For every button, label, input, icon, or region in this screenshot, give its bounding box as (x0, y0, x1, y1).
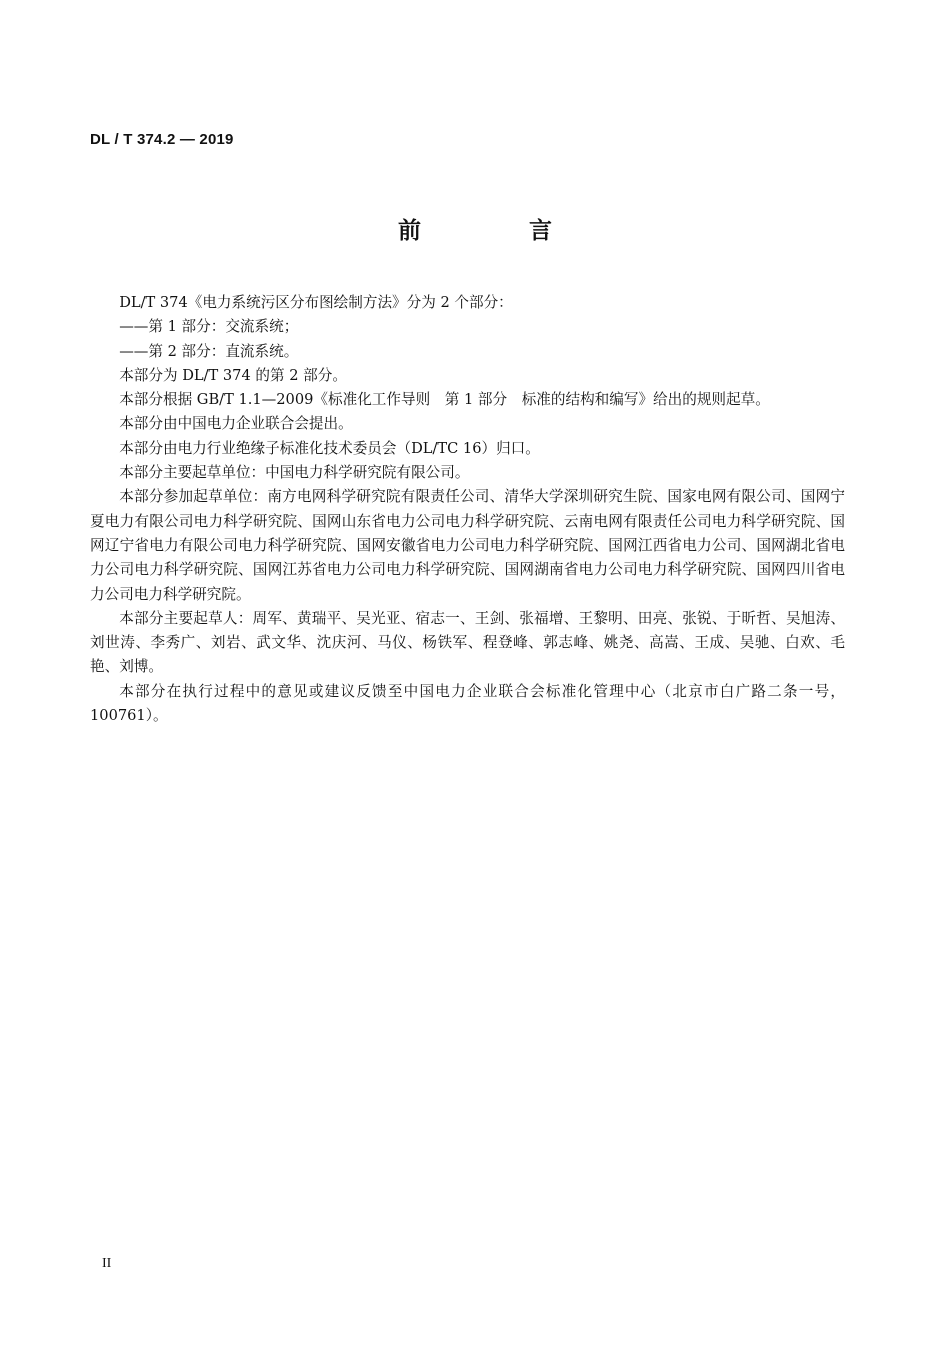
paragraph-committee: 本部分由电力行业绝缘子标准化技术委员会（DL/TC 16）归口。 (119, 439, 540, 457)
page-title: 前 言 (397, 218, 602, 244)
foreword-body (90, 291, 845, 728)
paragraph-main-drafters: 本部分主要起草人：周军、黄瑞平、吴光亚、宿志一、王剑、张福增、王黎明、田亮、张锐、于昕哲、吴旭涛、刘世涛、李秀广、刘岩、武文华、沈庆河、马仪、杨铁军、程登峰、郭志峰、姚尧、高嵩、王成、吴驰、白欢、毛艳、刘博。 (90, 609, 845, 676)
paragraph-main-drafter-unit: 本部分主要起草单位：中国电力科学研究院有限公司。 (119, 464, 470, 482)
paragraph-part-statement: 本部分为 DL/T 374 的第 2 部分。 (119, 366, 347, 384)
standard-code (90, 131, 234, 148)
paragraph-participating-units: 本部分参加起草单位：南方电网科学研究院有限责任公司、清华大学深圳研究生院、国家电网有限公司、国网宁夏电力有限公司电力科学研究院、国网山东省电力公司电力科学研究院、云南电网有限责任公司电力科学研究院、国网辽宁省电力有限公司电力科学研究院、国网安徽省电力公司电力科学研究院、国网江西省电力公司、国网湖北省电力公司电力科学研究院、国网江苏省电力公司电力科学研究院、国网湖南省电力公司电力科学研究院、国网四川省电力公司电力科学研究院。 (90, 488, 845, 603)
paragraph-feedback: 本部分在执行过程中的意见或建议反馈至中国电力企业联合会标准化管理中心（北京市白广路二条一号，100761）。 (90, 682, 845, 725)
list-item-part-1: ——第 1 部分：交流系统； (119, 318, 299, 336)
paragraph-intro: DL/T 374《电力系统污区分布图绘制方法》分为 2 个部分： (119, 294, 513, 311)
paragraph-drafting-rules: 本部分根据 GB/T 1.1—2009《标准化工作导则 第 1 部分 标准的结构和编写》给出的规则起草。 (119, 391, 770, 409)
page-number: II (102, 1256, 112, 1271)
list-item-part-2: ——第 2 部分：直流系统。 (119, 342, 299, 360)
standard-code-text: DL / T 374.2 — 2019 (90, 131, 234, 148)
paragraph-proposer: 本部分由中国电力企业联合会提出。 (119, 415, 353, 433)
